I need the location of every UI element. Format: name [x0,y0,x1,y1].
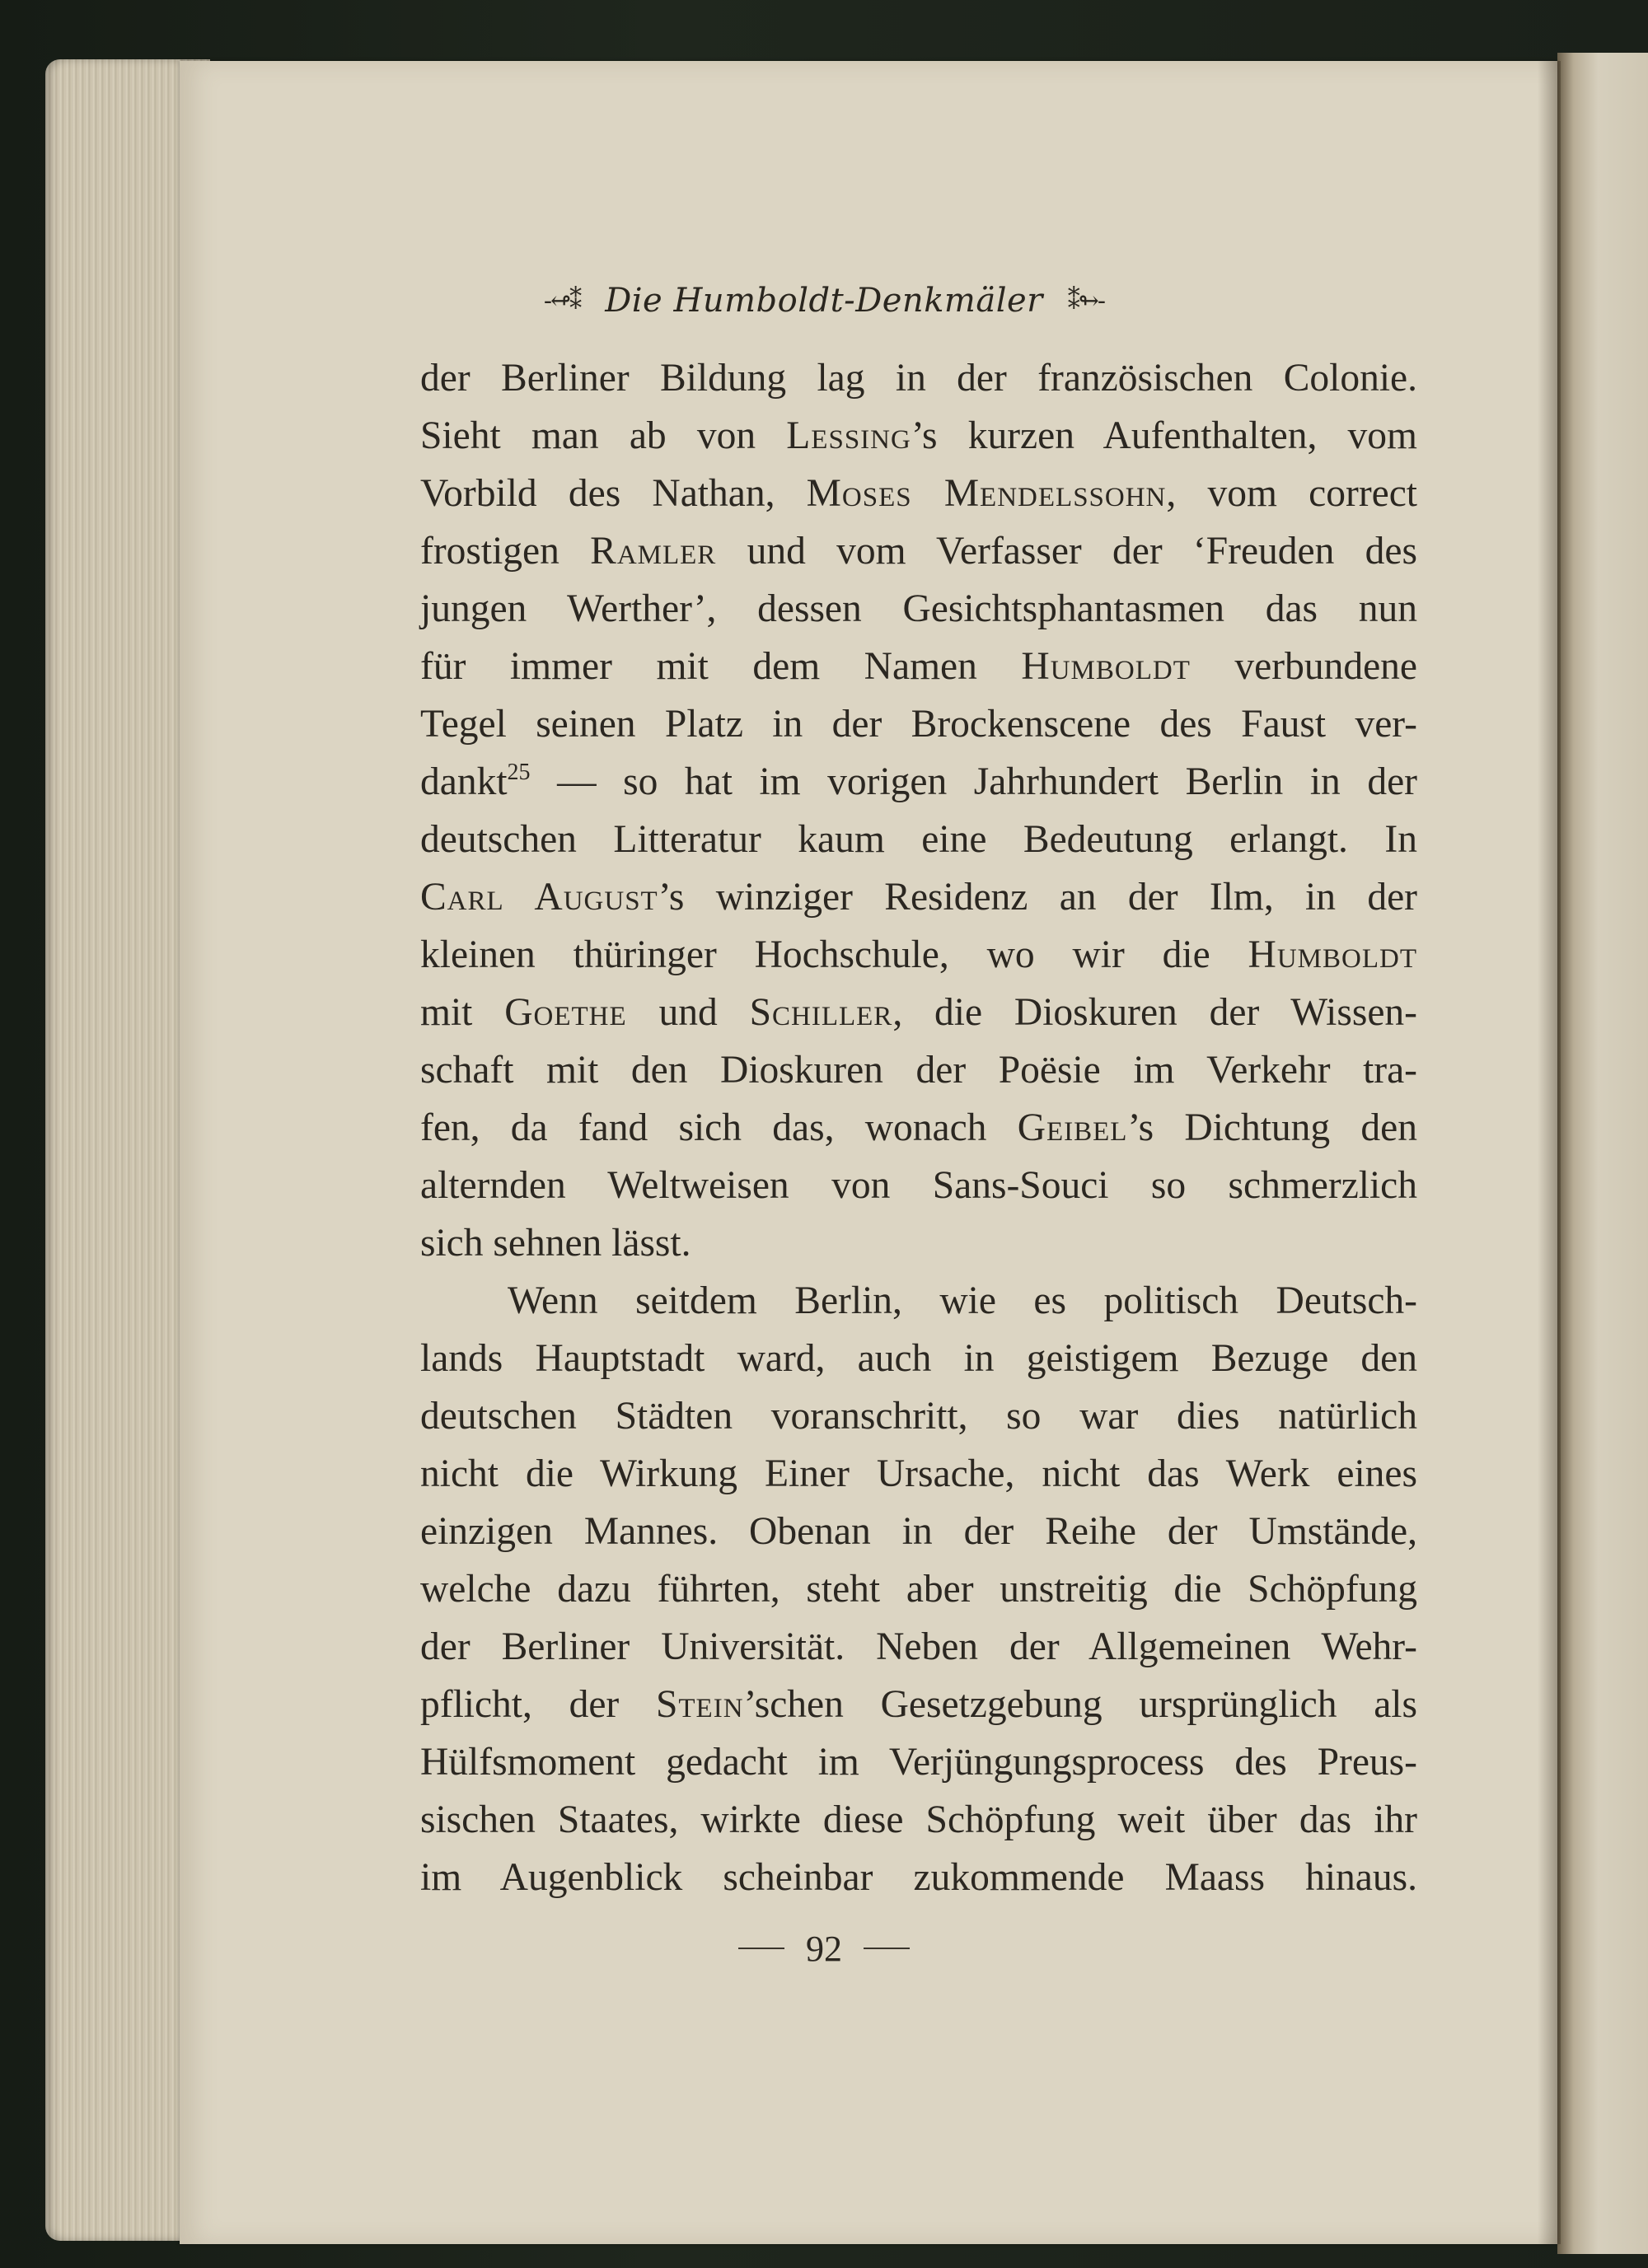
text-segment: Tegel seinen Platz in der Brockenscene des Faust ver- [420,703,1417,746]
ornament-right-icon: ⁑↬- [1067,286,1105,316]
text-segment: jungen Werther’, dessen Gesichtsphantasmen das nun [420,587,1417,630]
text-segment: Hülfsmoment gedacht im Verjüngungsprocess des Preus- [420,1741,1417,1784]
name-small-caps: Carl August [420,876,658,919]
text-line [420,868,1417,926]
text-line [420,349,1417,407]
text-segment: und vom Verfasser der ‘Freuden des [716,530,1417,573]
page-number-value: 92 [806,1928,842,1969]
text-segment: , die Dioskuren der Wissen- [892,991,1418,1034]
text-segment: im Augenblick scheinbar zukommende Maass hinaus. [420,1856,1417,1899]
text-segment: pflicht, der [420,1683,656,1726]
text-line [420,580,1417,638]
text-segment: ’s kurzen Aufenthalten, vom [911,414,1417,457]
name-small-caps: Stein [655,1683,744,1726]
text-segment: der Berliner Universität. Neben der Allgemeinen Wehr- [420,1625,1417,1668]
folio-dash-right [864,1948,910,1949]
text-segment: ’schen Gesetzgebung ursprünglich als [743,1683,1417,1726]
text-line [420,1099,1417,1157]
text-segment: sich sehnen lässt. [420,1222,691,1265]
text-segment: schaft mit den Dioskuren der Poësie im Verkehr tra- [420,1049,1417,1092]
text-segment: der Berliner Bildung lag in der französischen Colonie. [420,357,1417,400]
text-line [420,1272,1417,1330]
text-segment: frostigen [420,530,591,573]
gutter-shadow [1538,61,1561,2244]
text-line [420,1503,1417,1560]
footnote-ref: 25 [507,760,531,785]
folio-dash-left [738,1948,784,1949]
page-number [0,1920,1648,1977]
text-segment: und [626,991,750,1034]
name-small-caps: Humboldt [1248,933,1417,976]
text-line [420,638,1417,695]
text-segment: Vorbild des Nathan, [420,472,807,515]
text-segment: — so hat im vorigen Jahrhundert Berlin in der [530,760,1417,803]
text-line [420,1618,1417,1676]
text-line [420,1214,1417,1272]
text-line [420,522,1417,580]
text-line [420,695,1417,753]
text-line [420,1676,1417,1733]
text-line [420,465,1417,522]
name-small-caps: Goethe [504,991,627,1034]
name-small-caps: Ramler [590,530,717,573]
text-segment: einzigen Mannes. Obenan in der Reihe der Umstände, [420,1510,1417,1553]
body-text [420,349,1417,1906]
text-segment: deutschen Litteratur kaum eine Bedeutung erlangt. In [420,818,1417,861]
text-segment: lands Hauptstadt ward, auch in geistigem Bezuge den [420,1337,1417,1380]
text-line [420,811,1417,868]
text-line [420,407,1417,465]
name-small-caps: Moses Mendelssohn [806,472,1167,515]
text-segment: verbundene [1190,645,1417,688]
text-line [420,984,1417,1041]
text-line [420,1560,1417,1618]
text-line [420,1157,1417,1214]
text-segment: welche dazu führten, steht aber unstreitig die Schöpfung [420,1568,1417,1611]
running-header [0,272,1648,330]
text-segment: für immer mit dem Namen [420,645,1022,688]
name-small-caps: Geibel [1017,1106,1128,1149]
text-line [420,1849,1417,1906]
text-segment: alternden Weltweisen von Sans-Souci so schmerzlich [420,1164,1417,1207]
text-segment: mit [420,991,505,1034]
text-segment: Wenn seitdem Berlin, wie es politisch Deutsch- [508,1279,1417,1322]
text-segment: nicht die Wirkung Einer Ursache, nicht das Werk eines [420,1452,1417,1495]
text-segment: ’s winziger Residenz an der Ilm, in der [658,876,1417,919]
text-segment: dankt [420,760,508,803]
name-small-caps: Humboldt [1021,645,1191,688]
text-line [420,1445,1417,1503]
text-segment: sischen Staates, wirkte diese Schöpfung weit über das ihr [420,1798,1417,1841]
name-small-caps: Schiller [749,991,893,1034]
text-line [420,1791,1417,1849]
text-segment: Sieht man ab von [420,414,787,457]
text-segment: kleinen thüringer Hochschule, wo wir die [420,933,1248,976]
text-line [420,926,1417,984]
text-segment: ’s Dichtung den [1127,1106,1418,1149]
text-segment: fen, da fand sich das, wonach [420,1106,1018,1149]
running-header-title: Die Humboldt-Denkmäler [605,282,1043,320]
ornament-left-icon: -↫⁑ [543,286,581,316]
name-small-caps: Lessing [786,414,911,457]
text-line [420,1733,1417,1791]
text-line [420,1330,1417,1387]
text-segment: , vom correct [1166,472,1417,515]
text-segment: deutschen Städten voranschritt, so war dies natürlich [420,1395,1417,1438]
text-line [420,1041,1417,1099]
text-line [420,753,1417,811]
text-line [420,1387,1417,1445]
